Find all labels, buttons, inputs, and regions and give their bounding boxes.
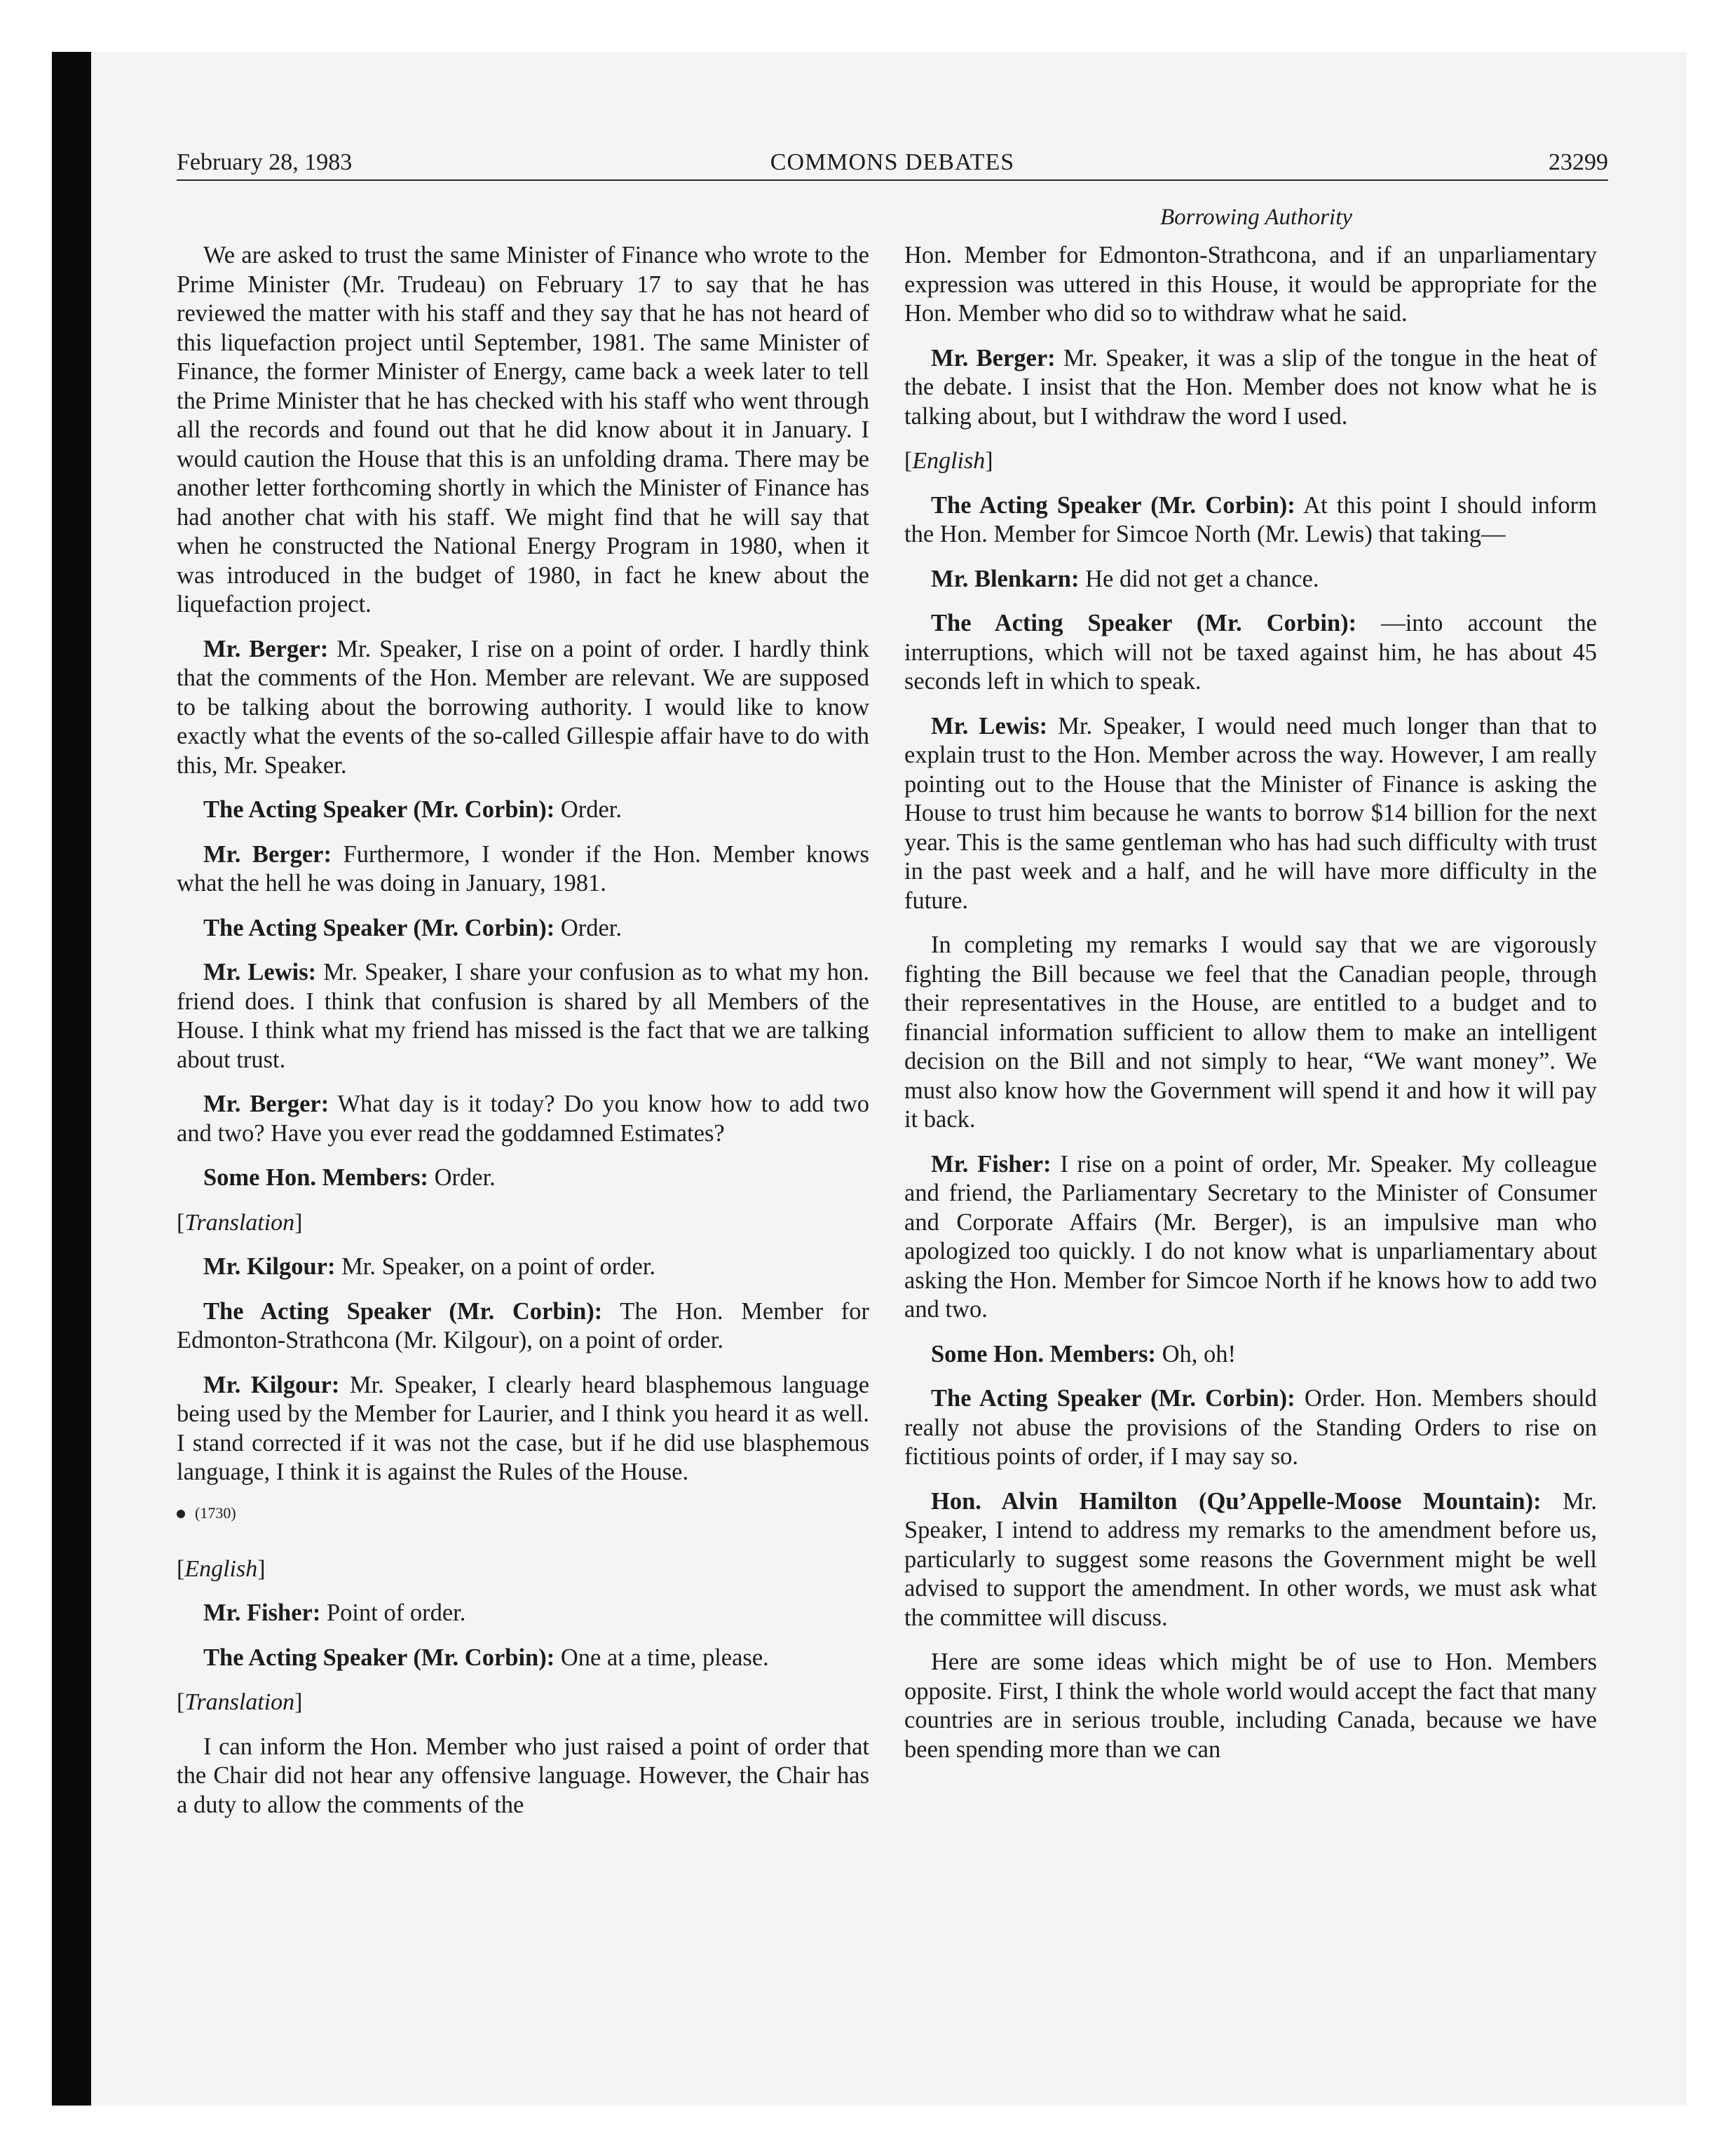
running-title: Borrowing Authority	[1159, 205, 1353, 230]
speech-text: —into account the interruptions, which will not be taxed against him, he has about 45 seconds left in which to speak.	[904, 610, 1597, 695]
paragraph	[177, 1090, 869, 1148]
header-publication: COMMONS DEBATES	[770, 149, 1015, 175]
section-language-marker: [Translation]	[177, 1689, 303, 1715]
page-header	[177, 146, 1608, 179]
paragraph	[177, 796, 869, 825]
speaker-name: Mr. Lewis:	[931, 712, 1048, 739]
speaker-name: Mr. Lewis:	[203, 959, 317, 985]
speech-text: Oh, oh!	[1155, 1340, 1237, 1367]
header-page-number: 23299	[1549, 149, 1608, 175]
speech-text: Order.	[428, 1164, 496, 1191]
right-column	[904, 241, 1597, 1780]
paragraph	[904, 344, 1597, 432]
speaker-name: The Acting Speaker (Mr. Corbin):	[203, 796, 555, 823]
speech-text: Order. Hon. Members should really not abuse the provisions of the Standing Orders to rise on fictitious points of order, if I may say so.	[904, 1385, 1597, 1470]
speech-text: One at a time, please.	[554, 1644, 769, 1671]
section-language-marker: [English]	[904, 448, 993, 474]
speech-text: Mr. Speaker, I intend to address my remarks to the amendment before us, particularly to suggest some reasons the Government might be well advised to support the amendment. In other words, we must ask what the committee will discuss.	[904, 1487, 1597, 1631]
scan-edge-bar	[52, 52, 91, 2106]
speaker-name: The Acting Speaker (Mr. Corbin):	[203, 914, 555, 941]
paragraph	[177, 958, 869, 1074]
speech-text: Point of order.	[320, 1599, 466, 1626]
paragraph	[904, 712, 1597, 916]
paragraph	[177, 1371, 869, 1487]
speaker-name: Mr. Fisher:	[203, 1599, 321, 1626]
speaker-name: Mr. Berger:	[203, 1091, 329, 1117]
paragraph	[177, 1164, 869, 1193]
speech-text: Mr. Speaker, I clearly heard blasphemous language being used by the Member for Laurier, and I think you heard it as well. I stand corrected if it was not the case, but if he did use blasphemous language, I think it is against the Rules of the House.	[177, 1371, 870, 1485]
speech-text: Mr. Speaker, it was a slip of the tongue in the heat of the debate. I insist that the Hon. Member does not know what he is talking about, but I withdraw the word I used.	[904, 344, 1597, 430]
speech-text: Mr. Speaker, I share your confusion as to what my hon. friend does. I think that confusion is shared by all Members of the House. I think what my friend has missed is the fact that we are talking about trust.	[177, 959, 869, 1073]
speech-text: What day is it today? Do you know how to add two and two? Have you ever read the goddamned Estimates?	[177, 1091, 869, 1147]
paragraph: Here are some ideas which might be of use to Hon. Members opposite. First, I think the whole world would accept the fact that many countries are in serious trouble, including Canada, because we have been spending more than we can	[904, 1649, 1597, 1763]
paragraph	[904, 609, 1597, 697]
speaker-name: The Acting Speaker (Mr. Corbin):	[203, 1297, 603, 1325]
speaker-name: Mr. Kilgour:	[203, 1253, 336, 1280]
speech-text: The Hon. Member for Edmonton-Strathcona (Mr. Kilgour), on a point of order.	[177, 1297, 869, 1353]
speaker-name: The Acting Speaker (Mr. Corbin):	[931, 610, 1357, 636]
speech-text: Mr. Speaker, I would need much longer than that to explain trust to the Hon. Member across the way. However, I am really pointing out to the House that the Minister of Finance is asking the House to trust him because he wants to borrow $14 billion for the next year. This is the same gentleman who has had such difficulty with trust in the past week and a half, and he will have more difficulty in the future.	[904, 712, 1597, 914]
speech-text: Mr. Speaker, I rise on a point of order. I hardly think that the comments of the Hon. Member are relevant. We are supposed to be talking about the borrowing authority. I would like to know exactly what the events of the so-called Gillespie affair have to do with this, Mr. Speaker.	[177, 635, 869, 779]
timestamp: (1730)	[195, 1503, 236, 1522]
header-rule	[177, 179, 1608, 181]
paragraph	[904, 491, 1597, 550]
speaker-name: Hon. Alvin Hamilton (Qu’Appelle-Moose Mountain):	[931, 1487, 1542, 1515]
speaker-name: Some Hon. Members:	[203, 1164, 428, 1191]
paragraph: We are asked to trust the same Minister of Finance who wrote to the Prime Minister (Mr. Trudeau) on February 17 to say that he has reviewed the matter with his staff and they say that he has not heard of this liquefaction project until September, 1981. The same Minister of Finance, the former Minister of Energy, came back a week later to tell the Prime Minister that he has checked with his staff who went through all the records and found out that he did know about it in January. I would caution the House that this is an unfolding drama. There may be another letter forthcoming shortly in which the Minister of Finance has had another chat with his staff. We might find that he will say that when he constructed the National Energy Program in 1980, when it was introduced in the budget of 1980, in fact he knew about the liquefaction project.	[177, 242, 869, 618]
paragraph: I can inform the Hon. Member who just raised a point of order that the Chair did not hear any offensive language. However, the Chair has a duty to allow the comments of the	[177, 1733, 869, 1818]
paragraph	[177, 914, 869, 943]
speaker-name: Mr. Blenkarn:	[931, 565, 1080, 592]
speaker-name: The Acting Speaker (Mr. Corbin):	[931, 1385, 1295, 1412]
speech-text: Furthermore, I wonder if the Hon. Member knows what the hell he was doing in January, 1981.	[177, 840, 869, 896]
paragraph	[177, 1644, 869, 1673]
speaker-name: The Acting Speaker (Mr. Corbin):	[203, 1644, 555, 1671]
speech-text: He did not get a chance.	[1079, 565, 1319, 592]
section-language-marker: [Translation]	[177, 1209, 303, 1236]
speaker-name: Mr. Kilgour:	[203, 1371, 340, 1398]
paragraph	[904, 1150, 1597, 1325]
speech-text: Order.	[554, 796, 622, 823]
bullet-icon	[177, 1510, 185, 1518]
paragraph	[177, 1297, 869, 1356]
section-language-marker: [English]	[177, 1555, 266, 1582]
speech-text: Order.	[554, 914, 622, 941]
paragraph	[177, 840, 869, 899]
paragraph	[177, 635, 869, 781]
paragraph	[904, 1384, 1597, 1472]
speaker-name: Some Hon. Members:	[931, 1340, 1156, 1367]
speaker-name: Mr. Berger:	[931, 344, 1056, 371]
paragraph	[904, 1340, 1597, 1370]
speech-text: Mr. Speaker, on a point of order.	[335, 1253, 656, 1280]
speaker-name: Mr. Fisher:	[931, 1150, 1052, 1178]
paragraph: Hon. Member for Edmonton-Strathcona, and if an unparliamentary expression was uttered in this House, it would be appropriate for the Hon. Member who did so to withdraw what he said.	[904, 242, 1597, 327]
paragraph	[904, 1487, 1597, 1633]
speaker-name: The Acting Speaker (Mr. Corbin):	[931, 491, 1295, 519]
speech-text: I rise on a point of order, Mr. Speaker. My colleague and friend, the Parliamentary Secretary to the Minister of Consumer and Corporate Affairs (Mr. Berger), is an impulsive man who apologized too quickly. I do not know what is unparliamentary about asking the Hon. Member for Simcoe North if he knows how to add two and two.	[904, 1150, 1597, 1323]
paragraph	[177, 1599, 869, 1628]
paragraph: In completing my remarks I would say that we are vigorously fighting the Bill because we feel that the Canadian people, through their representatives in the House, are entitled to a budget and to financial information sufficient to allow them to make an intelligent decision on the Bill and not simply to hear, “We want money”. We must also know how the Government will spend it and how it will pay it back.	[904, 932, 1597, 1133]
speaker-name: Mr. Berger:	[203, 840, 332, 868]
left-column	[177, 241, 869, 1835]
paragraph	[904, 565, 1597, 594]
speaker-name: Mr. Berger:	[203, 635, 329, 662]
paragraph	[177, 1253, 869, 1282]
speech-text: At this point I should inform the Hon. Member for Simcoe North (Mr. Lewis) that taking—	[904, 491, 1597, 547]
timestamp-marker	[177, 1503, 869, 1524]
header-date: February 28, 1983	[177, 149, 353, 175]
